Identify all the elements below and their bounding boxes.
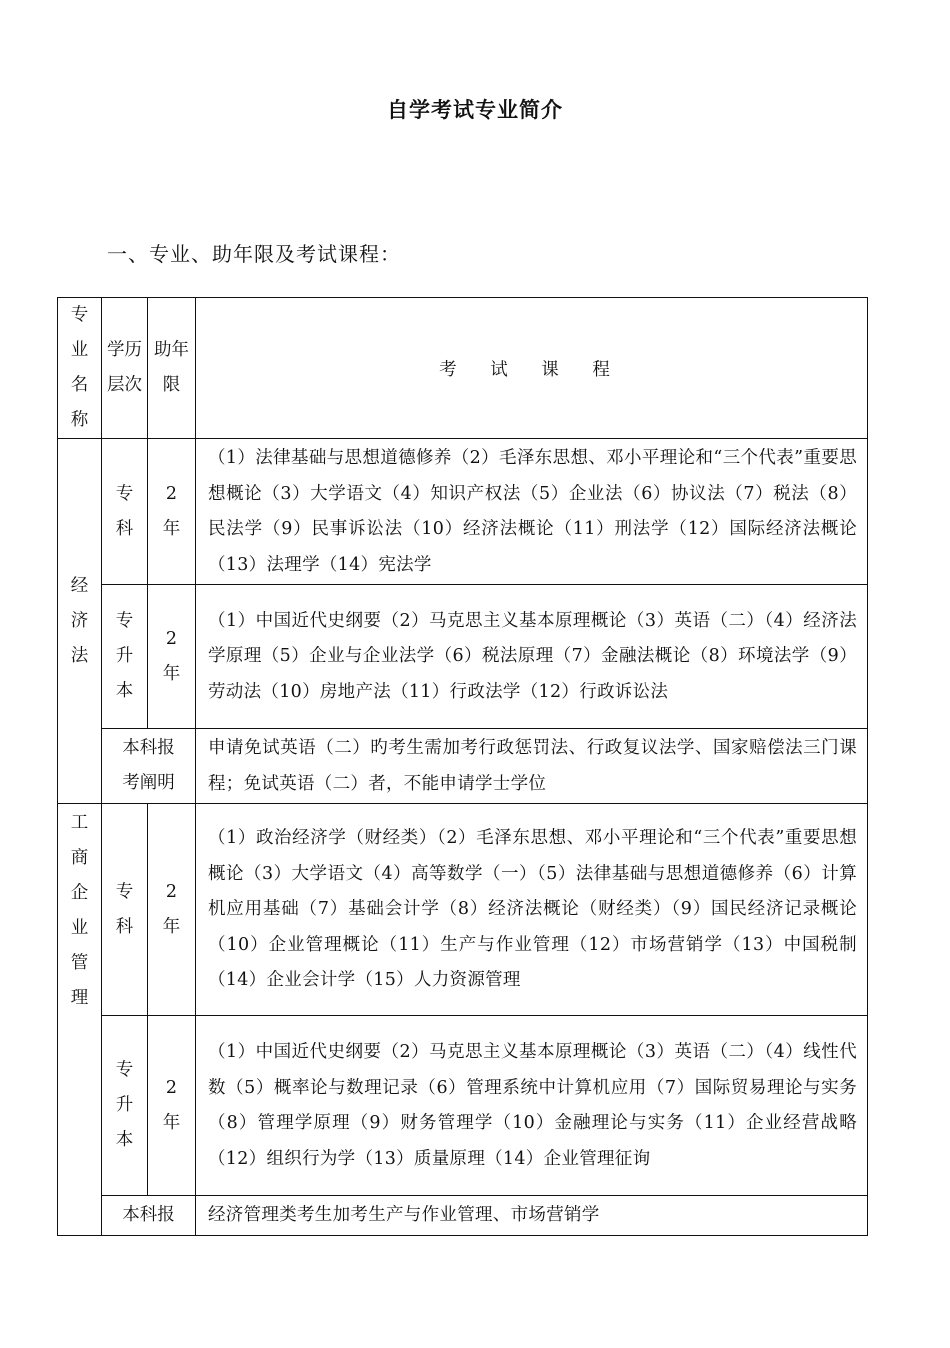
- table-row: [58, 1016, 868, 1196]
- major-name-business-management: 工 商 企 业 管 理: [58, 804, 102, 1236]
- table-row: [58, 804, 868, 1016]
- table-row: [58, 1196, 868, 1236]
- years-cell: 2 年: [148, 1016, 196, 1196]
- header-courses: 考 试 课 程: [196, 298, 868, 439]
- section-heading: 一、专业、助年限及考试课程：: [107, 242, 401, 266]
- table-row: [58, 729, 868, 804]
- table-row: [58, 439, 868, 585]
- note-label-cell: 本科报 考阐明: [102, 729, 196, 804]
- level-cell: 专 升 本: [102, 1016, 148, 1196]
- document-title: 自学考试专业简介: [387, 98, 563, 122]
- table-header-row: [58, 298, 868, 439]
- note-text-cell: 申请免试英语（二）旳考生需加考行政惩罚法、行政复议法学、国家赔偿法三门课程；免试英语（二）者，不能申请学士学位: [196, 729, 868, 804]
- level-cell: 专 科: [102, 439, 148, 585]
- level-cell: 专 科: [102, 804, 148, 1016]
- courses-cell: （1）法律基础与思想道德修养（2）毛泽东思想、邓小平理论和“三个代表”重要思想概论（3）大学语文（4）知识产权法（5）企业法（6）协议法（7）税法（8）民法学（9）民事诉讼法（10）经济法概论（11）刑法学（12）国际经济法概论（13）法理学（14）宪法学: [196, 439, 868, 585]
- note-label-cell: 本科报: [102, 1196, 196, 1236]
- level-cell: 专 升 本: [102, 585, 148, 729]
- years-cell: 2 年: [148, 439, 196, 585]
- header-major: 专 业 名 称: [58, 298, 102, 439]
- table-row: [58, 585, 868, 729]
- courses-cell: （1）中国近代史纲要（2）马克思主义基本原理概论（3）英语（二）（4）经济法学原理（5）企业与企业法学（6）税法原理（7）金融法概论（8）环境法学（9）劳动法（10）房地产法（11）行政法学（12）行政诉讼法: [196, 585, 868, 729]
- header-level: 学历 层次: [102, 298, 148, 439]
- courses-cell: （1）政治经济学（财经类）（2）毛泽东思想、邓小平理论和“三个代表”重要思想概论（3）大学语文（4）高等数学（一）（5）法律基础与思想道德修养（6）计算机应用基础（7）基础会计学（8）经济法概论（财经类）（9）国民经济记录概论（10）企业管理概论（11）生产与作业管理（12）市场营销学（13）中国税制（14）企业会计学（15）人力资源管理: [196, 804, 868, 1016]
- years-cell: 2 年: [148, 585, 196, 729]
- majors-table: [57, 297, 868, 1236]
- courses-cell: （1）中国近代史纲要（2）马克思主义基本原理概论（3）英语（二）（4）线性代数（5）概率论与数理记录（6）管理系统中计算机应用（7）国际贸易理论与实务（8）管理学原理（9）财务管理学（10）金融理论与实务（11）企业经营战略（12）组织行为学（13）质量原理（14）企业管理征询: [196, 1016, 868, 1196]
- note-text-cell: 经济管理类考生加考生产与作业管理、市场营销学: [196, 1196, 868, 1236]
- years-cell: 2 年: [148, 804, 196, 1016]
- header-years: 助年 限: [148, 298, 196, 439]
- major-name-economic-law: 经 济 法: [58, 439, 102, 804]
